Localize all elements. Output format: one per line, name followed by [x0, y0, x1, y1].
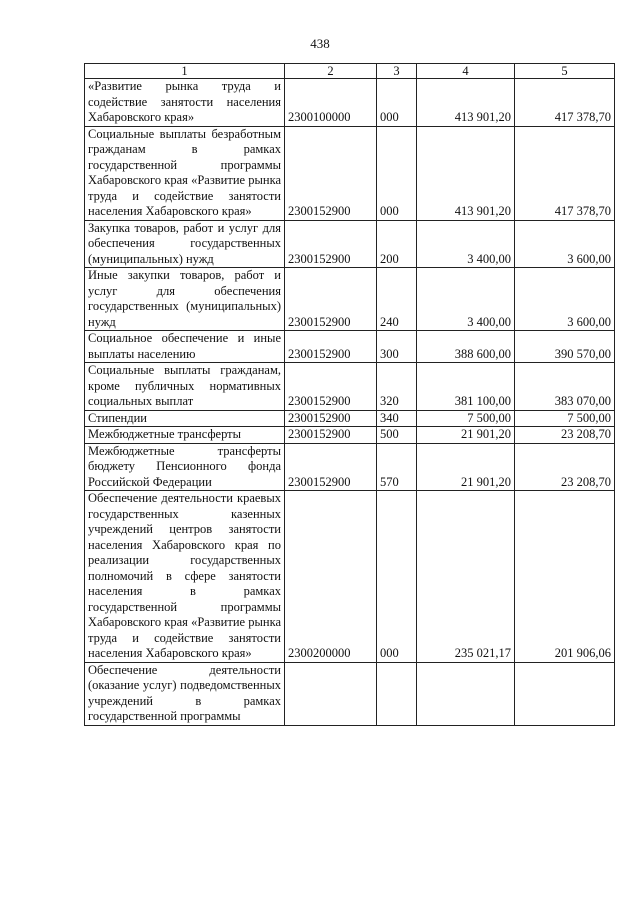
target-code-cell: 2300152900 — [285, 363, 377, 411]
amount-year-1-cell: 3 400,00 — [417, 268, 515, 331]
expense-type-cell: 000 — [377, 491, 417, 663]
column-header-5: 5 — [515, 64, 615, 79]
table-row — [85, 491, 615, 663]
row-name-cell: Социальное обеспечение и иные выплаты населению — [85, 331, 285, 363]
row-name-cell: Обеспечение деятельности (оказание услуг) подведомственных учреждений в рамках государственной программы — [85, 662, 285, 725]
amount-year-2-cell: 390 570,00 — [515, 331, 615, 363]
row-name-cell: Стипендии — [85, 410, 285, 427]
row-name-cell: Обеспечение деятельности краевых государственных казенных учреждений центров занятости населения Хабаровского края по реализации государственных полномочий в сфере занятости населения в рамках государственной программы Хабаровского края «Развитие рынка труда и содействие занятости населения Хабаровского края» — [85, 491, 285, 663]
row-name-cell: «Развитие рынка труда и содействие занятости населения Хабаровского края» — [85, 79, 285, 127]
column-header-4: 4 — [417, 64, 515, 79]
table-row — [85, 410, 615, 427]
expense-type-cell: 300 — [377, 331, 417, 363]
table-row — [85, 268, 615, 331]
amount-year-2-cell: 23 208,70 — [515, 427, 615, 444]
amount-year-2-cell — [515, 662, 615, 725]
amount-year-2-cell: 7 500,00 — [515, 410, 615, 427]
expense-type-cell: 500 — [377, 427, 417, 444]
target-code-cell: 2300152900 — [285, 427, 377, 444]
expense-type-cell: 000 — [377, 79, 417, 127]
row-name-cell: Иные закупки товаров, работ и услуг для обеспечения государственных (муниципальных) нужд — [85, 268, 285, 331]
column-header-1: 1 — [85, 64, 285, 79]
expense-type-cell: 000 — [377, 126, 417, 220]
amount-year-1-cell: 3 400,00 — [417, 220, 515, 268]
amount-year-2-cell: 3 600,00 — [515, 220, 615, 268]
page-number: 438 — [310, 36, 330, 51]
expense-type-cell: 320 — [377, 363, 417, 411]
amount-year-1-cell: 7 500,00 — [417, 410, 515, 427]
target-code-cell — [285, 662, 377, 725]
table-row — [85, 662, 615, 725]
target-code-cell: 2300152900 — [285, 331, 377, 363]
amount-year-1-cell: 413 901,20 — [417, 79, 515, 127]
table-row — [85, 443, 615, 491]
amount-year-1-cell — [417, 662, 515, 725]
amount-year-2-cell: 417 378,70 — [515, 126, 615, 220]
row-name-cell: Социальные выплаты безработным гражданам в рамках государственной программы Хабаровского края «Развитие рынка труда и содействие занятости населения Хабаровского края» — [85, 126, 285, 220]
row-name-cell: Межбюджетные трансферты бюджету Пенсионного фонда Российской Федерации — [85, 443, 285, 491]
budget-table — [84, 63, 615, 726]
target-code-cell: 2300152900 — [285, 410, 377, 427]
expense-type-cell: 240 — [377, 268, 417, 331]
amount-year-2-cell: 201 906,06 — [515, 491, 615, 663]
amount-year-1-cell: 21 901,20 — [417, 443, 515, 491]
amount-year-1-cell: 235 021,17 — [417, 491, 515, 663]
amount-year-1-cell: 21 901,20 — [417, 427, 515, 444]
table-row — [85, 220, 615, 268]
row-name-cell: Межбюджетные трансферты — [85, 427, 285, 444]
amount-year-2-cell: 23 208,70 — [515, 443, 615, 491]
table-row — [85, 79, 615, 127]
table-header-row — [85, 64, 615, 79]
amount-year-2-cell: 3 600,00 — [515, 268, 615, 331]
target-code-cell: 2300100000 — [285, 79, 377, 127]
expense-type-cell: 570 — [377, 443, 417, 491]
target-code-cell: 2300152900 — [285, 443, 377, 491]
amount-year-1-cell: 388 600,00 — [417, 331, 515, 363]
expense-type-cell — [377, 662, 417, 725]
table-row — [85, 427, 615, 444]
target-code-cell: 2300200000 — [285, 491, 377, 663]
table-row — [85, 363, 615, 411]
amount-year-1-cell: 413 901,20 — [417, 126, 515, 220]
expense-type-cell: 200 — [377, 220, 417, 268]
target-code-cell: 2300152900 — [285, 268, 377, 331]
target-code-cell: 2300152900 — [285, 220, 377, 268]
target-code-cell: 2300152900 — [285, 126, 377, 220]
expense-type-cell: 340 — [377, 410, 417, 427]
amount-year-1-cell: 381 100,00 — [417, 363, 515, 411]
table-row — [85, 331, 615, 363]
amount-year-2-cell: 417 378,70 — [515, 79, 615, 127]
column-header-3: 3 — [377, 64, 417, 79]
column-header-2: 2 — [285, 64, 377, 79]
row-name-cell: Закупка товаров, работ и услуг для обеспечения государственных (муниципальных) нужд — [85, 220, 285, 268]
amount-year-2-cell: 383 070,00 — [515, 363, 615, 411]
row-name-cell: Социальные выплаты гражданам, кроме публичных нормативных социальных выплат — [85, 363, 285, 411]
table-row — [85, 126, 615, 220]
